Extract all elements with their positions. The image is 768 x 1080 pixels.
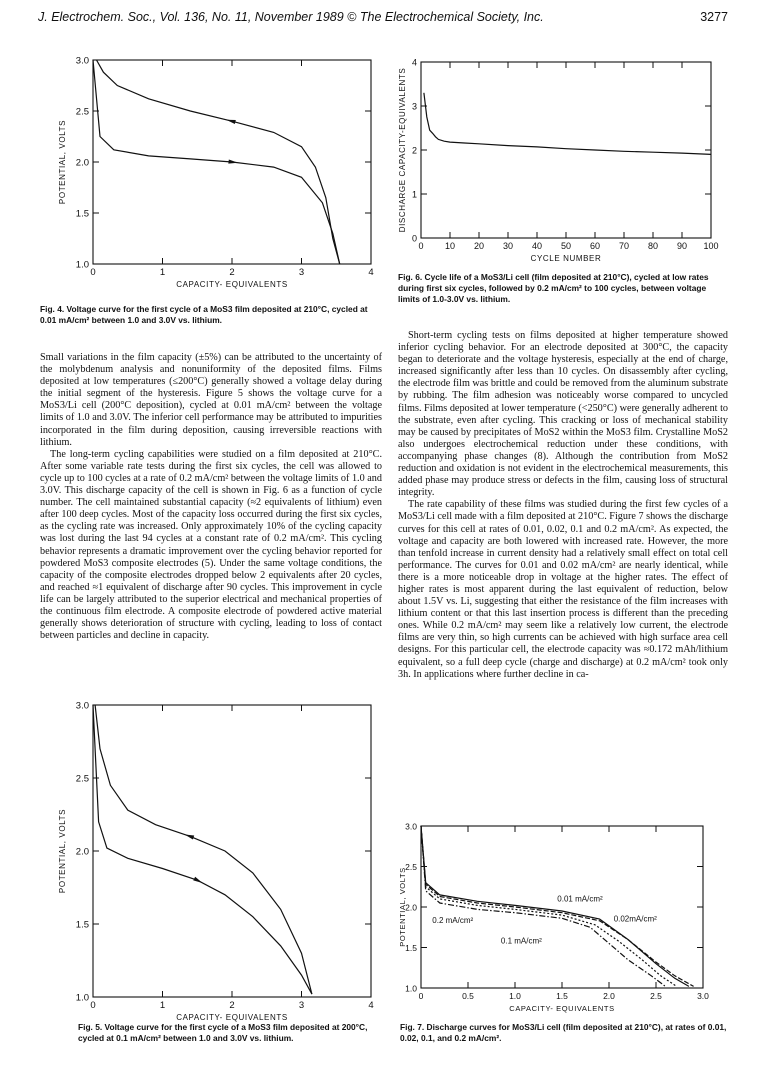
x-tick-label: 40 [531,241,543,251]
y-tick-label: 3.0 [405,821,417,832]
series-line [95,705,312,994]
x-tick-label: 3.0 [697,991,709,1001]
page-number: 3277 [700,10,728,24]
x-tick-label: 2.5 [650,991,662,1001]
x-axis-label: CAPACITY- EQUIVALENTS [176,280,288,289]
y-tick-label: 1 [411,189,417,200]
direction-arrow [226,120,236,124]
series-annotation: 0.02mA/cm² [613,914,657,924]
series-line [424,93,711,155]
y-tick-label: 2.5 [75,773,89,785]
x-axis-label: CAPACITY- EQUIVALENTS [509,1004,615,1013]
y-tick-label: 2.0 [405,902,417,913]
x-tick-label: 90 [676,241,688,251]
journal-citation: J. Electrochem. Soc., Vol. 136, No. 11, November 1989 © The Electrochemical Society, Inc. [38,10,544,24]
series-annotation: 0.1 mA/cm² [500,936,542,946]
paragraph: Short-term cycling tests on films deposited at higher temperature showed inferior cycling behavior. For an electrode deposited at 300°C, the capacity began to deteriorate and the voltage hysteresis, especially at the end of charge, increased significantly after less than 10 cycles. On disassembly after cycling, the electrode film was brittle and could be removed from the aluminum substrate by rubbing. The film adhesion was noticeably worse compared to uncycled films. Films deposited at lower temperature (<250°C) were generally adherent to the substrate, even after cycling. This cracking or loss of mechanical stability may be caused by precipitates of MoS2 within the MoS3 film. Crystalline MoS2 also undergoes electrochemical reduction under these conditions, with accompanying phase changes (8). Although the contribution from MoS2 reduction and oxidation is not evident in the electrochemical measurements, this added phase may produce stress or defects in the film, causing loss of structural integrity. [398,330,728,499]
figure-6-caption: Fig. 6. Cycle life of a MoS3/Li cell (film deposited at 210°C), cycled at low rates during first six cycles, followed by 0.2 mA/cm² to 100 cycles, between voltage limits of 1.0-3.0V vs. lithium. [398,272,709,304]
series-line [421,826,665,986]
x-tick-label: 2.0 [603,991,615,1001]
y-tick-label: 1.5 [75,208,89,220]
figure-7-caption: Fig. 7. Discharge curves for MoS3/Li cell (film deposited at 210°C), at rates of 0.01, 0.02, 0.1, and 0.2 mA/cm². [400,1022,727,1043]
x-tick-label: 3 [298,267,305,278]
x-tick-label: 4 [368,267,374,278]
right-text-column [398,330,728,681]
figure-5-caption: Fig. 5. Voltage curve for the first cycle of a MoS3 film deposited at 200°C, cycled at 0.1 mA/cm² between 1.0 and 3.0V vs. lithium. [78,1022,368,1043]
x-tick-label: 100 [703,241,719,251]
left-text-column [40,352,382,642]
y-tick-label: 2 [411,145,417,156]
plot-frame [421,62,711,238]
series-annotation: 0.01 mA/cm² [557,894,603,904]
page-header [38,10,728,32]
x-tick-label: 80 [647,241,659,251]
y-tick-label: 1.5 [75,919,89,931]
y-tick-label: 3.0 [75,700,89,712]
series-line [421,826,677,986]
x-tick-label: 2 [229,1000,235,1011]
y-tick-label: 1.0 [405,983,417,994]
x-tick-label: 70 [618,241,630,251]
y-tick-label: 2.5 [75,106,89,118]
x-tick-label: 3 [298,1000,305,1011]
x-tick-label: 0 [90,267,96,278]
x-tick-label: 1.5 [556,991,568,1001]
series-line [97,60,340,264]
x-tick-label: 0.5 [462,991,474,1001]
y-axis-label: DISCHARGE CAPACITY-EQUIVALENTS [398,67,407,233]
direction-arrow [185,834,195,839]
x-tick-label: 20 [473,241,485,251]
x-axis-label: CYCLE NUMBER [530,254,602,263]
figure-4-caption: Fig. 4. Voltage curve for the first cycle of a MoS3 film deposited at 210°C, cycled at 0.01 mA/cm² between 1.0 and 3.0V vs. lithium. [40,304,368,325]
figure-4-chart [55,52,385,302]
x-tick-label: 1 [159,267,166,278]
figure-7-chart [395,818,725,1014]
y-tick-label: 1.0 [75,992,89,1004]
plot-frame [93,705,371,997]
x-tick-label: 0 [418,241,424,251]
x-tick-label: 1.0 [509,991,521,1001]
x-tick-label: 4 [368,1000,374,1011]
y-tick-label: 1.0 [75,259,89,271]
y-tick-label: 2.0 [75,846,89,858]
x-tick-label: 0 [418,991,424,1001]
direction-arrow [193,877,202,883]
y-tick-label: 2.0 [75,157,89,169]
paragraph: The long-term cycling capabilities were studied on a film deposited at 210°C. After some variable rate tests during the first six cycles, the cell was allowed to cycle up to 100 cycles at a rate of 0.2 mA/cm² between the voltage limits of 1.0 and 3.0V. This discharge capacity of the cell is shown in Fig. 6 as a function of cycle number. The cell maintained substantial capacity (≈2 equivalents of lithium) even after 100 deep cycles. Most of the capacity loss occurred during the first six cycles, as the cycling rate was increased. Only approximately 10% of the cycling capacity was lost during the last 94 cycles at a constant rate of 0.2 mA/cm². This cycling behavior represents a dramatic improvement over the cycling behavior reported for powdered MoS3 composite electrodes (5). Under the same voltage conditions, the capacity of the composite electrodes dropped below 2 equivalents after 20 cycles, and reached ≈1 equivalent of discharge after 90 cycles. This improvement in cycle life can be largely attributed to the superior electrical and mechanical properties of the continuous film electrode. A composite electrode of powdered active material generally shows deterioration of structure with cycling, leading to loss of contact between particles and decline in capacity. [40,448,382,642]
series-annotation: 0.2 mA/cm² [432,916,474,926]
y-axis-label: POTENTIAL, VOLTS [398,867,407,947]
y-tick-label: 4 [411,57,417,68]
y-tick-label: 1.5 [405,943,417,953]
series-line [93,705,312,994]
figure-5-chart [55,695,385,1025]
figure-6-chart [395,52,725,270]
paragraph: The rate capability of these films was studied during the first few cycles of a MoS3/Li cell made with a film deposited at 210°C. Figure 7 shows the discharge curves for this cell at rates of 0.01, 0.02, 0.1 and 0.2 mA/cm². As expected, the voltage and capacity are both lowered with increased rate. However, the more than tenfold increase in current density had a relatively small effect on total cell performance. The curves for 0.01 and 0.02 mA/cm² are nearly identical, while there is a more noticeable drop in voltage at the higher rates. The effect of higher rates is most apparent during the last equivalent of reduction, below about 1.5V vs. Li, suggesting that either the resistance of the film increases with lithium content or that this last insertion process is different than the preceding ones. While 0.2 mA/cm² may seem like a relatively low current, the electrode films are very thin, so high currents can be achieved with high surface area cell designs. For this particular cell, the electrode capacity was ≈0.172 mAh/lithium equivalent, so a full deep cycle (charge and discharge) at 0.2 mA/cm² took only 3h. In applications where further decline in ca- [398,499,728,680]
paragraph: Small variations in the film capacity (±5%) can be attributed to the uncertainty of the molybdenum analysis and nonuniformity of the deposited films. Films deposited at low temperatures (≤200°C) generally showed a voltage delay during the initial segment of the hysteresis. Figure 5 shows the voltage curve for a MoS3/Li cell (200°C deposition), cycled at 0.01 mA/cm² between the voltage limits of 1.0 and 3.0V. The inferior cell performance may be attributed to impurities incorporated in the film during deposition, causing irreversible reactions with lithium. [40,352,382,448]
y-tick-label: 0 [411,233,417,244]
y-tick-label: 3.0 [75,55,89,67]
y-tick-label: 3 [411,101,417,112]
x-tick-label: 1 [159,1000,166,1011]
x-tick-label: 50 [560,241,572,251]
y-axis-label: POTENTIAL, VOLTS [58,808,67,894]
x-tick-label: 60 [589,241,601,251]
x-tick-label: 0 [90,1000,96,1011]
x-tick-label: 10 [444,241,456,251]
x-axis-label: CAPACITY- EQUIVALENTS [176,1013,288,1022]
x-tick-label: 30 [502,241,514,251]
y-axis-label: POTENTIAL, VOLTS [58,119,67,205]
x-tick-label: 2 [229,267,235,278]
y-tick-label: 2.5 [405,862,417,872]
